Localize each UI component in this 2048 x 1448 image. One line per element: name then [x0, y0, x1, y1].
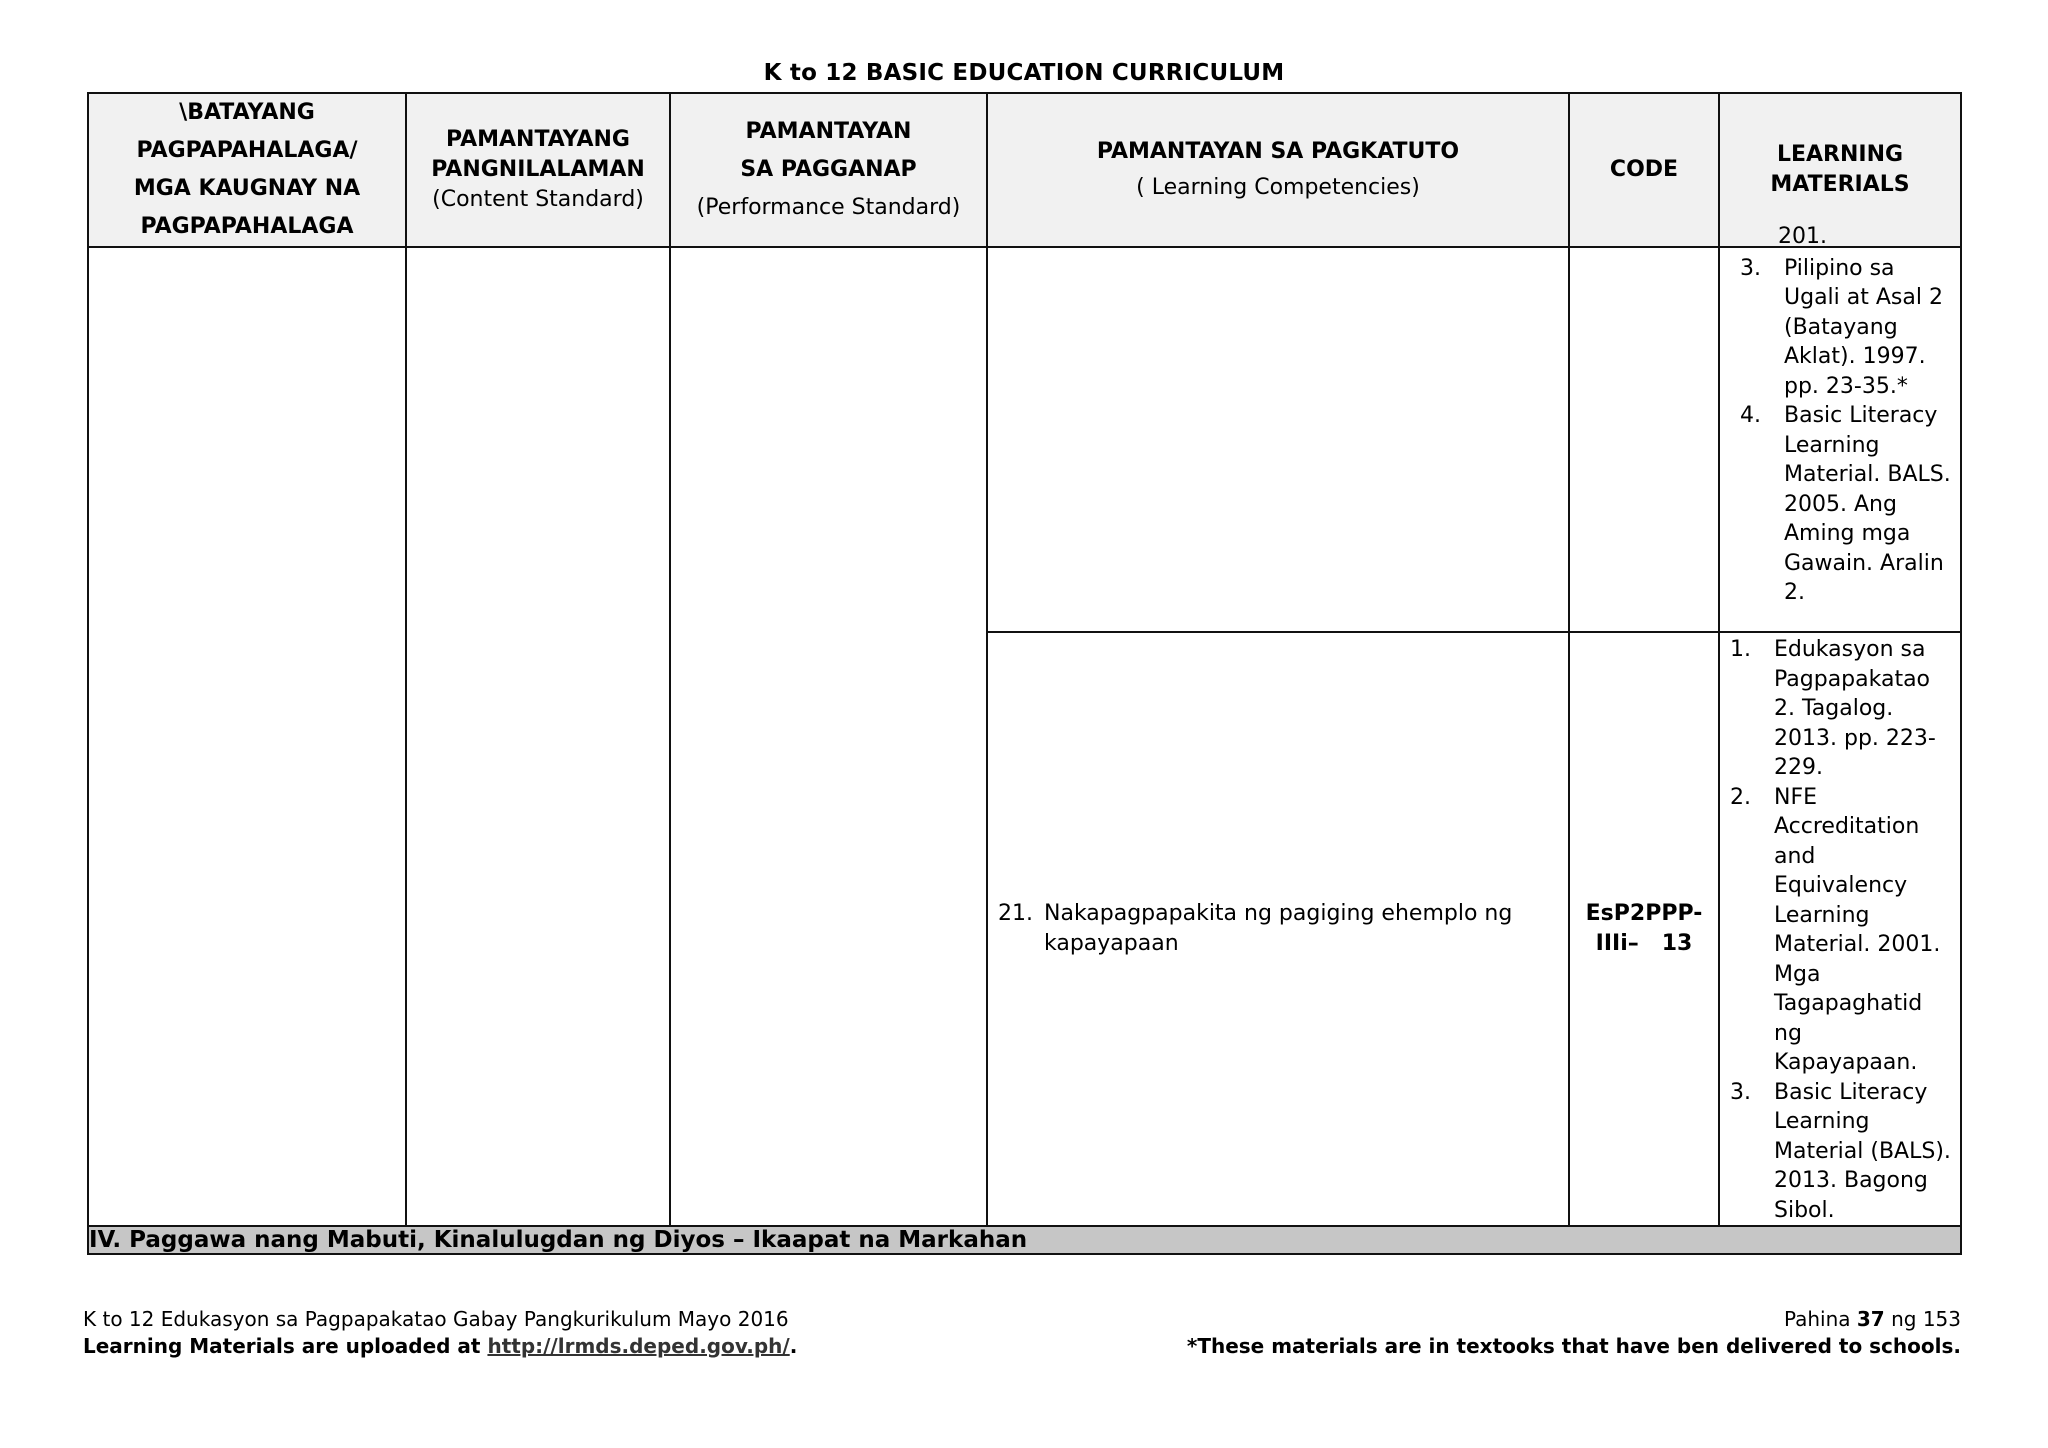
page-number-suffix: ng 153: [1884, 1307, 1961, 1331]
header-content-standard-line: PANGNILALAMAN: [431, 157, 645, 182]
header-core-values-line: \BATAYANG: [179, 100, 315, 125]
page-number-line: [1187, 1306, 1961, 1333]
code-line: EsP2PPP-: [1585, 901, 1703, 926]
list-item: [1730, 783, 1960, 1078]
table-row: [88, 247, 1961, 632]
header-content-standard: [406, 93, 670, 247]
header-performance-standard: [670, 93, 987, 247]
header-learning-competencies-title: PAMANTAYAN SA PAGKATUTO: [1096, 139, 1460, 164]
page-title: K to 12 BASIC EDUCATION CURRICULUM: [763, 60, 1285, 86]
footer-right: [1187, 1306, 1961, 1360]
textbook-note: *These materials are in textooks that have ben delivered to schools.: [1186, 1334, 1961, 1358]
materials-list: [1720, 254, 1960, 608]
header-learning-materials-line: MATERIALS: [1770, 172, 1910, 197]
header-learning-materials-line: LEARNING: [1776, 142, 1904, 167]
list-item-number: 4.: [1740, 403, 1761, 428]
list-item: [1740, 401, 1960, 608]
header-core-values-line: PAGPAPAHALAGA/: [136, 138, 358, 163]
quarter-heading: IV. Paggawa nang Mabuti, Kinalulugdan ng Diyos – Ikaapat na Markahan: [88, 1226, 1961, 1254]
header-core-values-line: MGA KAUGNAY NA: [133, 176, 361, 201]
footer-upload-suffix: .: [789, 1334, 798, 1358]
list-item-text: NFE Accreditation and Equivalency Learning Material. 2001. Mga Tagapaghatid ng Kapayapaan.: [1774, 784, 1941, 1075]
list-item-text: Basic Literacy Learning Material. BALS. 2005. Ang Aming mga Gawain. Aralin 2.: [1784, 403, 1951, 605]
header-content-standard-line: PAMANTAYANG: [445, 127, 630, 152]
header-performance-standard-line: SA PAGGANAP: [740, 157, 917, 182]
lrmds-link[interactable]: http://lrmds.deped.gov.ph/: [487, 1334, 790, 1358]
footer-left: [83, 1306, 797, 1360]
header-performance-standard-line: PAMANTAYAN: [745, 119, 912, 144]
list-item: [1740, 254, 1960, 402]
list-item-number: 2.: [1730, 784, 1751, 810]
header-code: [1569, 93, 1719, 247]
header-row: [88, 93, 1961, 247]
materials-cell: [1719, 632, 1961, 1226]
quarter-heading-row: [88, 1226, 1961, 1254]
list-item-text: Edukasyon sa Pagpapakatao 2. Tagalog. 2013. pp. 223-229.: [1774, 637, 1936, 780]
competency-item: [988, 899, 1568, 959]
header-learning-competencies-sub: ( Learning Competencies): [1136, 175, 1420, 200]
curriculum-table: [87, 92, 1962, 1255]
competency-text: Nakapagpapakita ng pagiging ehemplo ng kapayapaan: [1044, 901, 1513, 956]
page-number-prefix: Pahina: [1783, 1307, 1857, 1331]
core-values-cell: [88, 247, 406, 1226]
competency-cell: [987, 632, 1569, 1226]
header-performance-standard-sub: (Performance Standard): [696, 195, 961, 220]
header-learning-competencies: [987, 93, 1569, 247]
materials-continuation: 201.: [1778, 224, 1827, 249]
list-item-text: Pilipino sa Ugali at Asal 2 (Batayang Aklat). 1997. pp. 23-35.*: [1784, 255, 1943, 399]
header-core-values-line: PAGPAPAHALAGA: [140, 214, 354, 239]
list-item: [1730, 1078, 1960, 1226]
footer-guide-title: K to 12 Edukasyon sa Pagpapakatao Gabay Pangkurikulum Mayo 2016: [83, 1307, 789, 1331]
code-cell: [1569, 247, 1719, 632]
footer-upload-note: [83, 1333, 797, 1360]
list-item-number: 1.: [1730, 637, 1751, 662]
list-item-number: 3.: [1730, 1079, 1751, 1105]
code-cell: [1569, 632, 1719, 1226]
header-core-values: [88, 93, 406, 247]
competency-number: 21.: [998, 901, 1033, 926]
competency-cell: [987, 247, 1569, 632]
materials-list: [1720, 635, 1960, 1225]
performance-standard-cell: [670, 247, 987, 1226]
materials-cell: [1719, 224, 1961, 632]
header-content-standard-sub: (Content Standard): [432, 187, 644, 212]
header-code-label: CODE: [1609, 157, 1679, 182]
list-item-number: 3.: [1740, 255, 1761, 281]
list-item-text: Basic Literacy Learning Material (BALS). 2013. Bagong Sibol.: [1774, 1079, 1951, 1223]
footer-upload-prefix: Learning Materials are uploaded at: [83, 1334, 488, 1358]
page-number: 37: [1856, 1307, 1885, 1331]
list-item: [1730, 635, 1960, 783]
code-line: IIIi– 13: [1595, 931, 1693, 956]
content-standard-cell: [406, 247, 670, 1226]
